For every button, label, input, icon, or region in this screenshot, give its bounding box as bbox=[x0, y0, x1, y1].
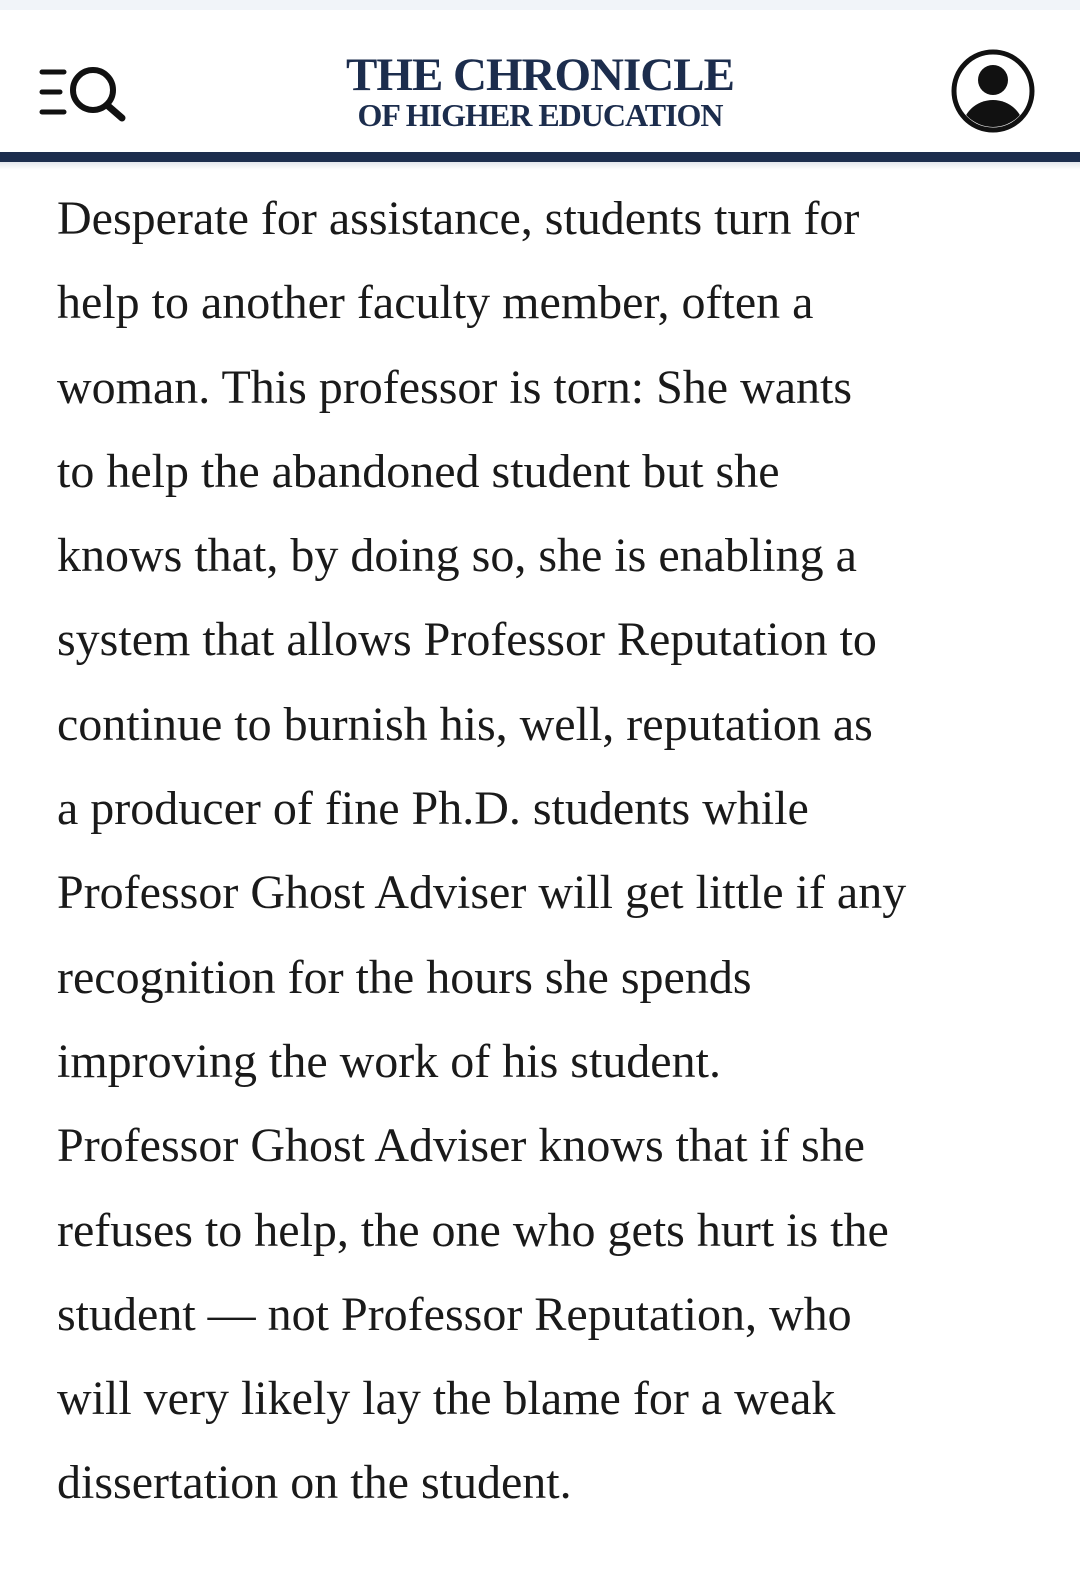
menu-search-icon bbox=[38, 60, 130, 126]
account-button[interactable] bbox=[950, 48, 1036, 134]
header-rule bbox=[0, 152, 1080, 162]
user-account-icon bbox=[950, 48, 1036, 134]
header-shadow bbox=[0, 162, 1080, 170]
menu-search-button[interactable] bbox=[38, 60, 130, 126]
site-header bbox=[0, 10, 1080, 152]
logo-subtitle: OF HIGHER EDUCATION bbox=[357, 97, 723, 133]
site-logo[interactable] bbox=[280, 49, 800, 133]
status-strip bbox=[0, 0, 1080, 10]
logo-title: THE CHRONICLE bbox=[346, 49, 734, 101]
article-paragraph: Desperate for assistance, students turn for help to another faculty member, often a woman. This professor is torn: She wants to help the abandoned student but she knows that, by doing so, she is enabling a system that allows Professor Reputation to continue to burnish his, well, reputation as a producer of fine Ph.D. students while Professor Ghost Adviser will get little if any recognition for the hours she spends improving the work of his student. Professor Ghost Adviser knows that if she refuses to help, the one who gets hurt is the student — not Professor Reputation, who will very likely lay the blame for a weak dissertation on the student. bbox=[57, 192, 907, 1510]
